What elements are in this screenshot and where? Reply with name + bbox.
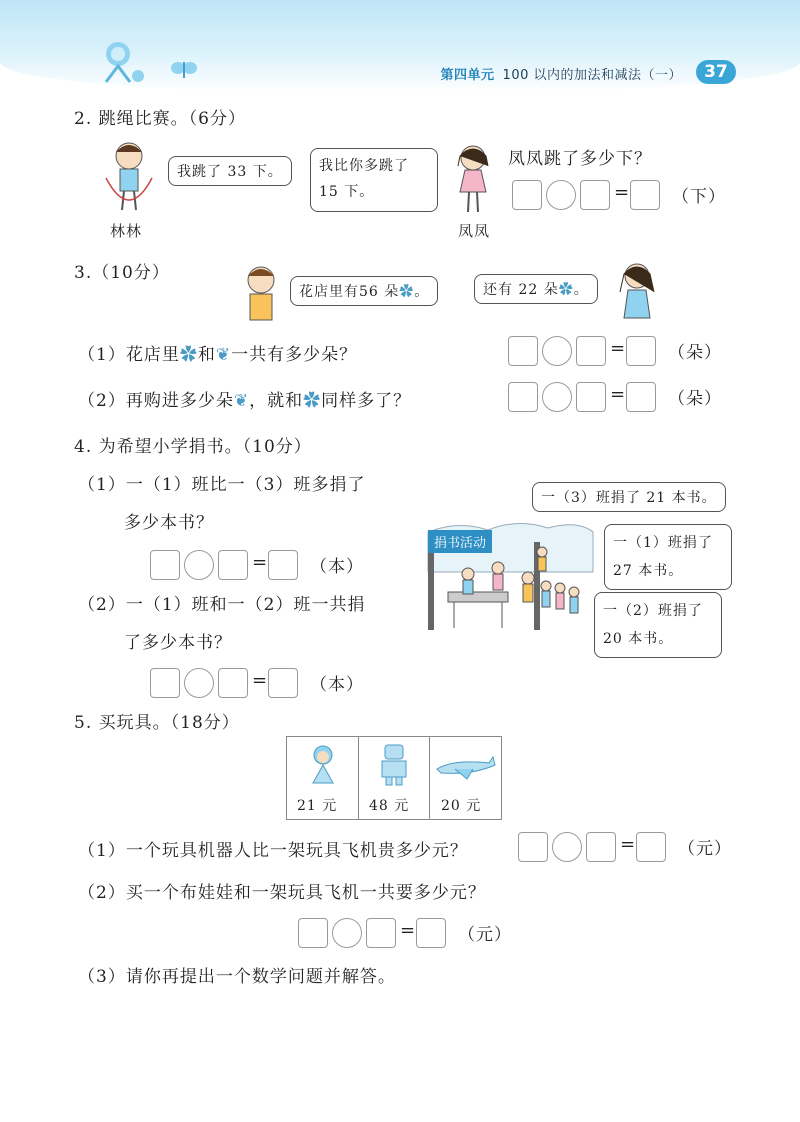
q3-2-blank-1[interactable] <box>508 382 538 412</box>
q3-2-equals: = <box>610 384 626 405</box>
q4-part2-line2: 了多少本书？ <box>124 633 232 653</box>
q5-part3: （3）请你再提出一个数学问题并解答。 <box>78 967 396 987</box>
q3-1-blank-2[interactable] <box>576 336 606 366</box>
q4-bubble-class2: 一（2）班捐了 20 本书。 <box>594 592 722 658</box>
q4-1-unit: （本） <box>310 557 364 577</box>
q4-part1-line1: （1）一（1）班比一（3）班多捐了 <box>78 475 366 495</box>
q3-title: 3.（10分） <box>74 263 170 283</box>
toy-price-table <box>286 736 502 820</box>
q4-1-blank-1[interactable] <box>150 550 180 580</box>
q2-question: 凤凤跳了多少下？ <box>508 149 652 169</box>
q3-1-equals: = <box>610 338 626 359</box>
q3-2-unit: （朵） <box>668 389 722 409</box>
q5-1-operator[interactable] <box>552 832 582 862</box>
boy-icon <box>236 262 286 326</box>
doll-icon <box>305 743 341 787</box>
q4-2-blank-2[interactable] <box>218 668 248 698</box>
airplane-icon <box>433 749 497 783</box>
q3-1-answer[interactable] <box>626 336 656 366</box>
q4-bubble-class1: 一（1）班捐了 27 本书。 <box>604 524 732 590</box>
q2-unit: （下） <box>672 187 726 207</box>
q2-equals: = <box>614 182 630 203</box>
tulip-icon: ❦ <box>233 391 250 411</box>
price-doll: 21 元 <box>297 798 338 814</box>
q2-girl-name: 凤凤 <box>458 222 491 240</box>
unit-title: 第四单元 100 以内的加法和减法（一） <box>440 68 682 83</box>
q3-part2: （2）再购进多少朵❦，就和✿同样多了？ <box>78 391 412 411</box>
butterfly-icon <box>170 58 198 82</box>
q5-1-equals: = <box>620 834 636 855</box>
q4-2-operator[interactable] <box>184 668 214 698</box>
q3-2-blank-2[interactable] <box>576 382 606 412</box>
q5-1-blank-1[interactable] <box>518 832 548 862</box>
q5-2-answer[interactable] <box>416 918 446 948</box>
q5-1-blank-2[interactable] <box>586 832 616 862</box>
q4-1-blank-2[interactable] <box>218 550 248 580</box>
q5-2-blank-2[interactable] <box>366 918 396 948</box>
girl-jumping-icon <box>448 140 498 218</box>
q2-blank-2[interactable] <box>580 180 610 210</box>
q3-1-blank-1[interactable] <box>508 336 538 366</box>
q4-2-unit: （本） <box>310 675 364 695</box>
q3-boy-speech: 花店里有56 朵✿。 <box>290 276 438 306</box>
q5-2-equals: = <box>400 920 416 941</box>
q3-girl-speech: 还有 22 朵✿。 <box>474 274 598 304</box>
q5-1-unit: （元） <box>678 839 732 859</box>
girl-icon <box>612 258 662 324</box>
q5-2-unit: （元） <box>458 925 512 945</box>
q4-2-answer[interactable] <box>268 668 298 698</box>
q3-1-unit: （朵） <box>668 343 722 363</box>
q4-2-equals: = <box>252 670 268 691</box>
q2-answer[interactable] <box>630 180 660 210</box>
q5-part1: （1）一个玩具机器人比一架玩具飞机贵多少元？ <box>78 841 468 861</box>
q2-title: 2. 跳绳比赛。（6分） <box>74 109 246 129</box>
q2-blank-1[interactable] <box>512 180 542 210</box>
price-robot: 48 元 <box>369 798 410 814</box>
q3-1-operator[interactable] <box>542 336 572 366</box>
tulip-icon: ❦ <box>215 345 232 365</box>
q4-1-equals: = <box>252 552 268 573</box>
flower-icon: ✿ <box>303 391 322 411</box>
q4-1-operator[interactable] <box>184 550 214 580</box>
q3-2-answer[interactable] <box>626 382 656 412</box>
q4-banner: 捐书活动 <box>428 530 492 553</box>
flower-icon: ✿ <box>399 284 415 300</box>
flower-icon: ✿ <box>179 345 198 365</box>
sun-flower-icon <box>96 38 156 88</box>
q5-title: 5. 买玩具。（18分） <box>74 713 240 733</box>
robot-icon <box>376 743 412 787</box>
q5-1-answer[interactable] <box>636 832 666 862</box>
flower-icon: ✿ <box>558 282 574 298</box>
q2-boy-speech: 我跳了 33 下。 <box>168 156 292 186</box>
q4-part2-line1: （2）一（1）班和一（2）班一共捐 <box>78 595 366 615</box>
q4-1-answer[interactable] <box>268 550 298 580</box>
q2-girl-speech: 我比你多跳了 15 下。 <box>310 148 438 212</box>
q3-part1: （1）花店里✿和❦一共有多少朵？ <box>78 345 358 365</box>
boy-jumping-icon <box>102 138 156 218</box>
q3-2-operator[interactable] <box>542 382 572 412</box>
q5-part2: （2）买一个布娃娃和一架玩具飞机一共要多少元？ <box>78 883 486 903</box>
price-airplane: 20 元 <box>441 798 482 814</box>
q2-operator[interactable] <box>546 180 576 210</box>
q2-boy-name: 林林 <box>110 222 143 240</box>
q4-bubble-class3: 一（3）班捐了 21 本书。 <box>532 482 726 512</box>
q4-title: 4. 为希望小学捐书。（10分） <box>74 437 312 457</box>
q4-2-blank-1[interactable] <box>150 668 180 698</box>
q5-2-operator[interactable] <box>332 918 362 948</box>
page-number: 37 <box>696 60 736 84</box>
q4-part1-line2: 多少本书？ <box>124 513 214 533</box>
q5-2-blank-1[interactable] <box>298 918 328 948</box>
